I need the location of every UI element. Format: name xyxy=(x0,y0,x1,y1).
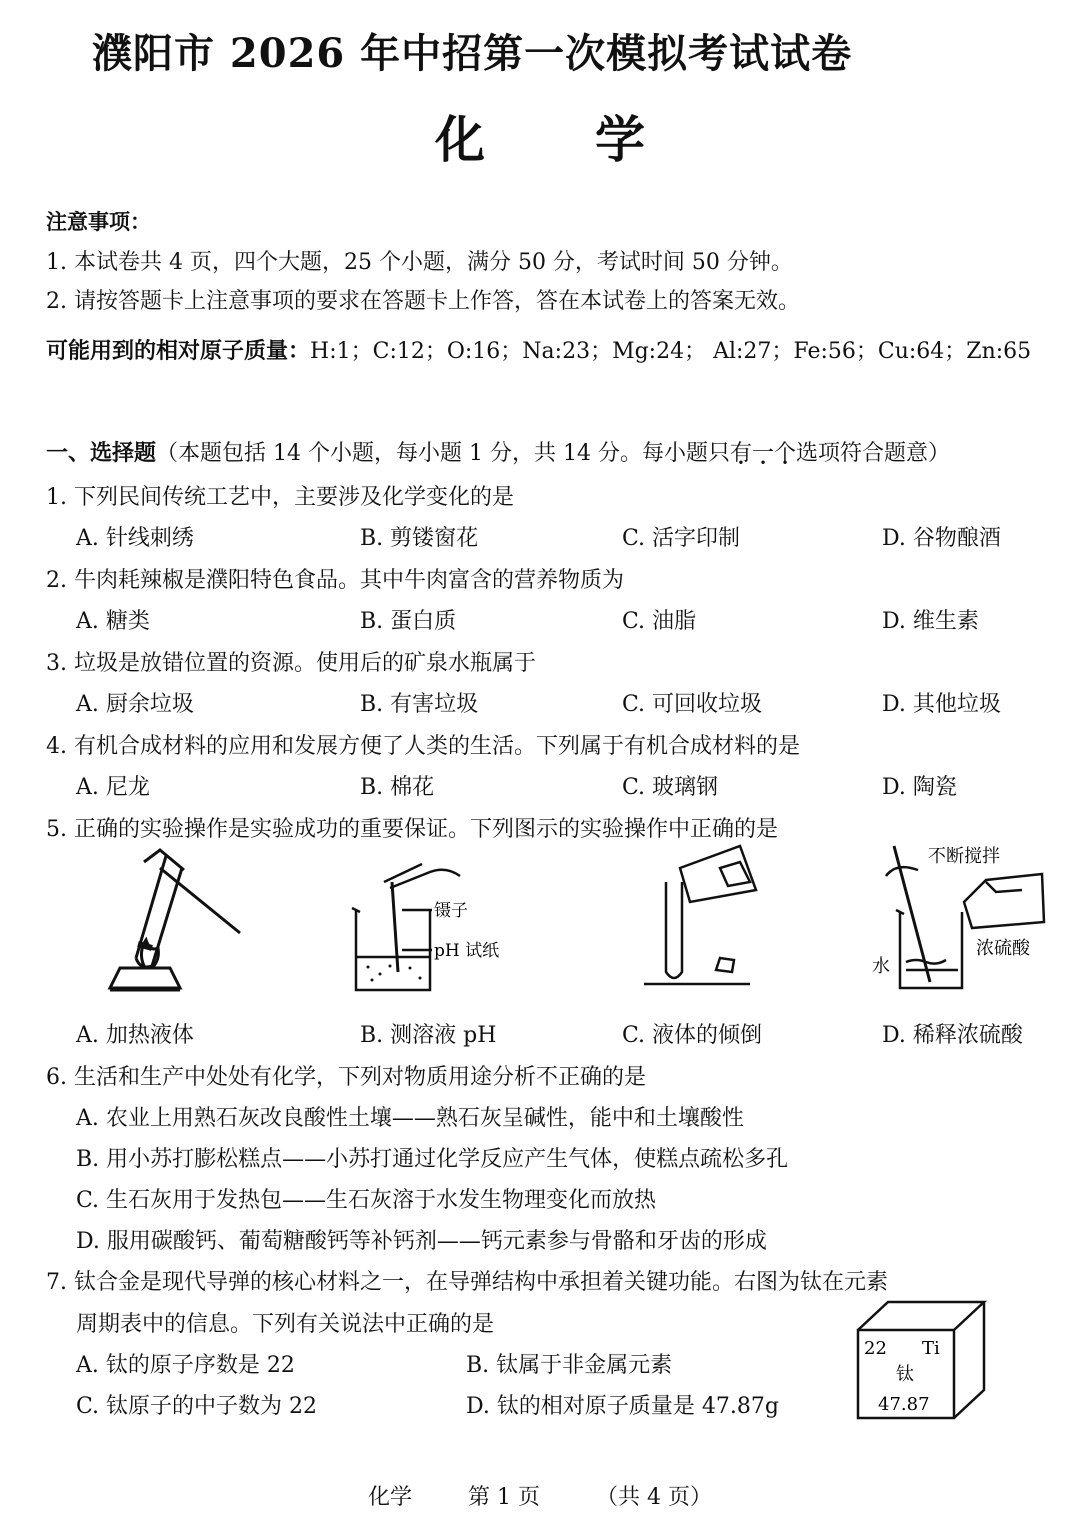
figure-pouring-liquid xyxy=(640,842,770,997)
question-7-stem-cont: 周期表中的信息。下列有关说法中正确的是 xyxy=(76,1312,495,1337)
footer-subject: 化学 xyxy=(368,1485,413,1510)
element-number: 22 xyxy=(864,1338,887,1359)
question-2-stem: 2. 牛肉耗辣椒是濮阳特色食品。其中牛肉富含的营养物质为 xyxy=(46,568,624,593)
page-footer xyxy=(0,1480,1080,1511)
footer-page: 第 1 页 xyxy=(468,1485,540,1510)
question-3-option-b: B. 有害垃圾 xyxy=(360,692,479,717)
question-5-option-d: D. 稀释浓硫酸 xyxy=(882,1023,1023,1048)
question-2-option-c: C. 油脂 xyxy=(622,609,697,634)
question-1-option-c: C. 活字印制 xyxy=(622,526,741,551)
label-stir: 不断搅拌 xyxy=(928,846,1000,867)
question-1-option-d: D. 谷物酿酒 xyxy=(882,526,1001,551)
question-6-stem: 6. 生活和生产中处处有化学，下列对物质用途分析不正确的是 xyxy=(46,1065,646,1090)
figure-heating-liquid xyxy=(100,848,260,998)
question-5-option-b: B. 测溶液 pH xyxy=(360,1023,497,1048)
atomic-masses-label: 可能用到的相对原子质量： xyxy=(46,339,311,364)
question-4-option-b: B. 棉花 xyxy=(360,775,435,800)
question-6-option-d: D. 服用碳酸钙、葡萄糖酸钙等补钙剂——钙元素参与骨骼和牙齿的形成 xyxy=(76,1229,767,1254)
question-3-option-d: D. 其他垃圾 xyxy=(882,692,1001,717)
question-6-option-b: B. 用小苏打膨松糕点——小苏打通过化学反应产生气体，使糕点疏松多孔 xyxy=(76,1147,789,1172)
notice-item-2: 2. 请按答题卡上注意事项的要求在答题卡上作答，答在本试卷上的答案无效。 xyxy=(46,289,800,314)
notice-heading: 注意事项： xyxy=(46,210,151,234)
figure-ph-measure xyxy=(350,862,520,997)
atomic-masses-values: H:1；C:12；O:16；Na:23；Mg:24； Al:27；Fe:56；Cu:64；Zn:65 xyxy=(310,339,1032,364)
emphasis-char: 个 xyxy=(774,441,797,466)
question-1-option-b: B. 剪镂窗花 xyxy=(360,526,479,551)
section-1-label: 一、选择题 xyxy=(46,441,157,466)
question-2-option-a: A. 糖类 xyxy=(76,609,150,634)
question-7-option-a: A. 钛的原子序数是 22 xyxy=(76,1353,295,1378)
question-7-option-b: B. 钛属于非金属元素 xyxy=(466,1353,673,1378)
question-2-option-d: D. 维生素 xyxy=(882,609,979,634)
footer-total: （共 4 页） xyxy=(596,1485,712,1510)
label-tweezers: 镊子 xyxy=(434,901,468,921)
emphasis-char: 有 xyxy=(729,441,752,466)
question-7-option-c: C. 钛原子的中子数为 22 xyxy=(76,1394,318,1419)
emphasis-char: 一 xyxy=(751,441,774,466)
figure-diluting-acid xyxy=(866,842,1056,1000)
question-3-stem: 3. 垃圾是放错位置的资源。使用后的矿泉水瓶属于 xyxy=(46,651,536,676)
label-acid: 浓硫酸 xyxy=(976,938,1030,959)
label-ph-paper: pH 试纸 xyxy=(434,941,500,961)
periodic-element-cell xyxy=(856,1300,1016,1422)
question-4-option-d: D. 陶瓷 xyxy=(882,775,957,800)
question-1-option-a: A. 针线刺绣 xyxy=(76,526,194,551)
section-1-heading xyxy=(46,436,950,467)
question-2-option-b: B. 蛋白质 xyxy=(360,609,457,634)
question-4-option-a: A. 尼龙 xyxy=(76,775,150,800)
question-3-option-a: A. 厨余垃圾 xyxy=(76,692,194,717)
question-5-option-a: A. 加热液体 xyxy=(76,1023,194,1048)
question-4-stem: 4. 有机合成材料的应用和发展方便了人类的生活。下列属于有机合成材料的是 xyxy=(46,734,800,759)
question-7-stem: 7. 钛合金是现代导弹的核心材料之一，在导弹结构中承担着关键功能。右图为钛在元素 xyxy=(46,1270,888,1295)
section-1-desc-a: （本题包括 14 个小题，每小题 1 分，共 14 分。每小题只 xyxy=(156,441,730,466)
question-4-option-c: C. 玻璃钢 xyxy=(622,775,719,800)
question-7-option-d: D. 钛的相对原子质量是 47.87g xyxy=(466,1394,779,1419)
element-symbol: Ti xyxy=(922,1338,940,1359)
notice-item-1: 1. 本试卷共 4 页，四个大题，25 个小题，满分 50 分，考试时间 50 分钟。 xyxy=(46,250,793,275)
question-1-stem: 1. 下列民间传统工艺中，主要涉及化学变化的是 xyxy=(46,485,514,510)
label-water: 水 xyxy=(872,956,890,977)
question-3-option-c: C. 可回收垃圾 xyxy=(622,692,763,717)
element-mass: 47.87 xyxy=(878,1394,930,1415)
subject-heading: 化学 xyxy=(435,110,755,169)
question-5-stem: 5. 正确的实验操作是实验成功的重要保证。下列图示的实验操作中正确的是 xyxy=(46,817,778,842)
section-1-desc-b: 选项符合题意） xyxy=(796,441,951,466)
element-name: 钛 xyxy=(896,1364,914,1385)
exam-title: 濮阳市 2026 年中招第一次模拟考试试卷 xyxy=(92,30,853,77)
atomic-masses xyxy=(46,334,1031,365)
question-6-option-a: A. 农业上用熟石灰改良酸性土壤——熟石灰呈碱性，能中和土壤酸性 xyxy=(76,1106,744,1131)
question-5-option-c: C. 液体的倾倒 xyxy=(622,1023,763,1048)
question-6-option-c: C. 生石灰用于发热包——生石灰溶于水发生物理变化而放热 xyxy=(76,1188,657,1213)
